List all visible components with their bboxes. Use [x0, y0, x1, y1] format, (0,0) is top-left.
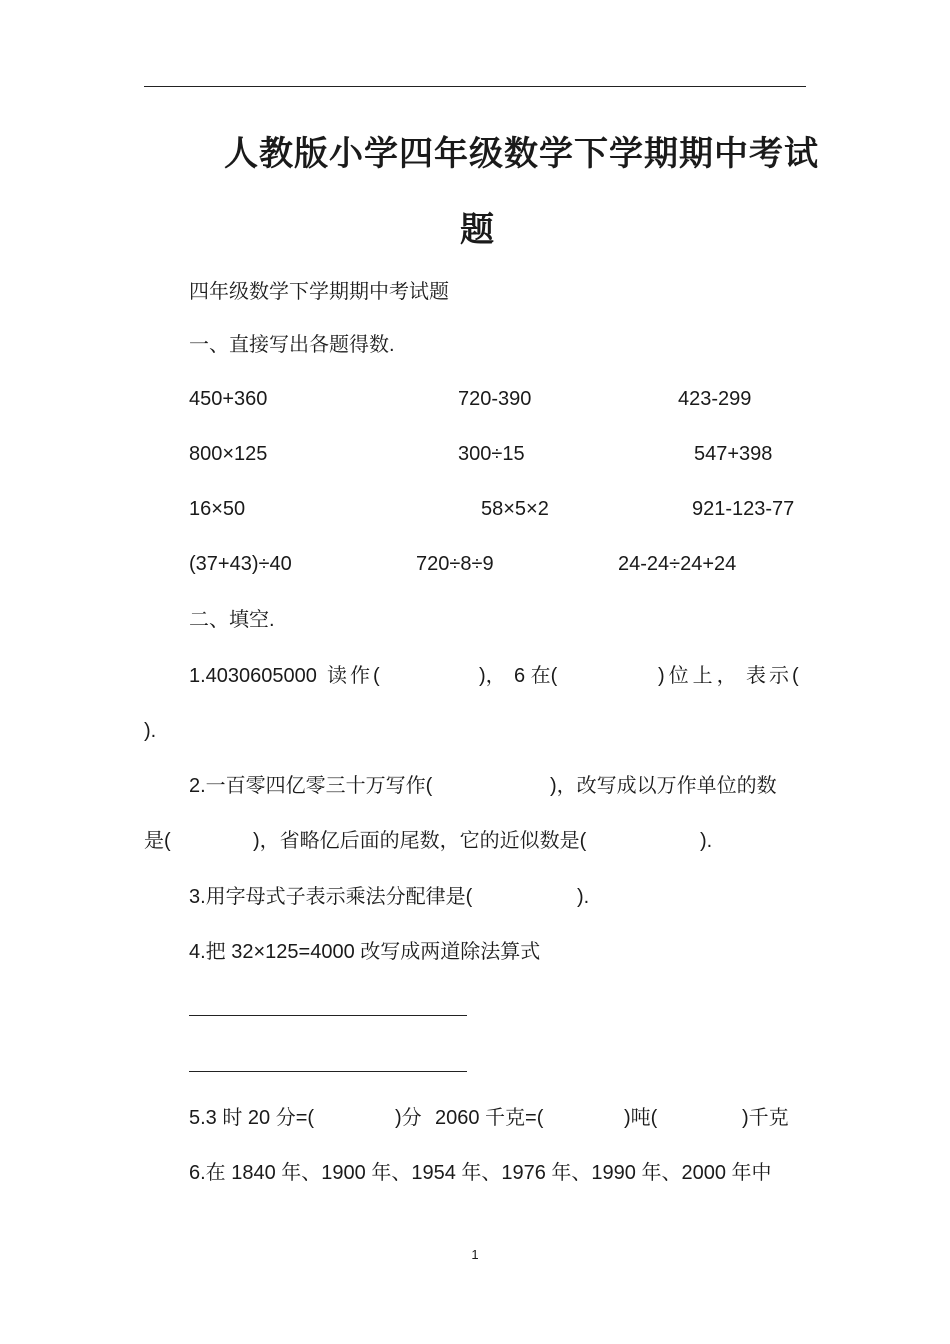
- q3-part-b: ).: [577, 886, 590, 908]
- calc-item: 58×5×2: [481, 498, 549, 520]
- calc-item: 24-24÷24+24: [618, 553, 737, 575]
- header-rule: [144, 86, 806, 87]
- page-number: 1: [471, 1247, 479, 1262]
- q5-part-c: 2060 千克=(: [435, 1107, 544, 1129]
- document-title-line2: 题: [460, 211, 495, 249]
- q5-part-a: 5.3 时 20 分=(: [189, 1107, 315, 1129]
- q5-part-e: )千克: [742, 1107, 789, 1129]
- calc-item: 921-123-77: [692, 498, 795, 520]
- q5-part-d: )吨(: [624, 1107, 658, 1129]
- calc-item: 720÷8÷9: [416, 553, 494, 575]
- q2-part-a: 2.一百零四亿零三十万写作(: [189, 775, 433, 797]
- calc-item: 300÷15: [458, 443, 525, 465]
- calc-item: 547+398: [694, 443, 773, 465]
- q2-part-e: ).: [700, 830, 713, 852]
- q1-comma: )，: [479, 665, 506, 687]
- section2-heading: 二、填空.: [189, 609, 275, 631]
- section1-heading: 一、直接写出各题得数.: [189, 334, 395, 356]
- q1-number: 1.4030605000: [189, 665, 317, 687]
- q5-part-b: )分: [395, 1107, 422, 1129]
- q1-place: )位上，: [658, 665, 741, 687]
- calc-item: (37+43)÷40: [189, 553, 292, 575]
- q2-part-b: )，改写成以万作单位的数: [550, 775, 777, 797]
- q3-part-a: 3.用字母式子表示乘法分配律是(: [189, 886, 473, 908]
- q2-part-d: )，省略亿后面的尾数，它的近似数是(: [253, 830, 587, 852]
- q1-end: ).: [144, 720, 157, 742]
- subtitle: 四年级数学下学期期中考试题: [189, 281, 449, 303]
- q6-text: 6.在 1840 年、1900 年、1954 年、1976 年、1990 年、2000 年中: [189, 1162, 772, 1184]
- q1-digit: 6 在(: [514, 665, 558, 687]
- document-title-line1: 人教版小学四年级数学下学期期中考试: [224, 135, 819, 173]
- calc-item: 16×50: [189, 498, 246, 520]
- calc-item: 720-390: [458, 388, 532, 410]
- calc-item: 800×125: [189, 443, 268, 465]
- q2-part-c: 是(: [144, 830, 171, 852]
- q4-text: 4.把 32×125=4000 改写成两道除法算式: [189, 941, 541, 963]
- q1-read-as: 读作(: [327, 665, 383, 687]
- answer-line: [189, 1015, 467, 1016]
- q1-means: 表示(: [746, 665, 802, 687]
- answer-line: [189, 1071, 467, 1072]
- calc-item: 423-299: [678, 388, 752, 410]
- calc-item: 450+360: [189, 388, 268, 410]
